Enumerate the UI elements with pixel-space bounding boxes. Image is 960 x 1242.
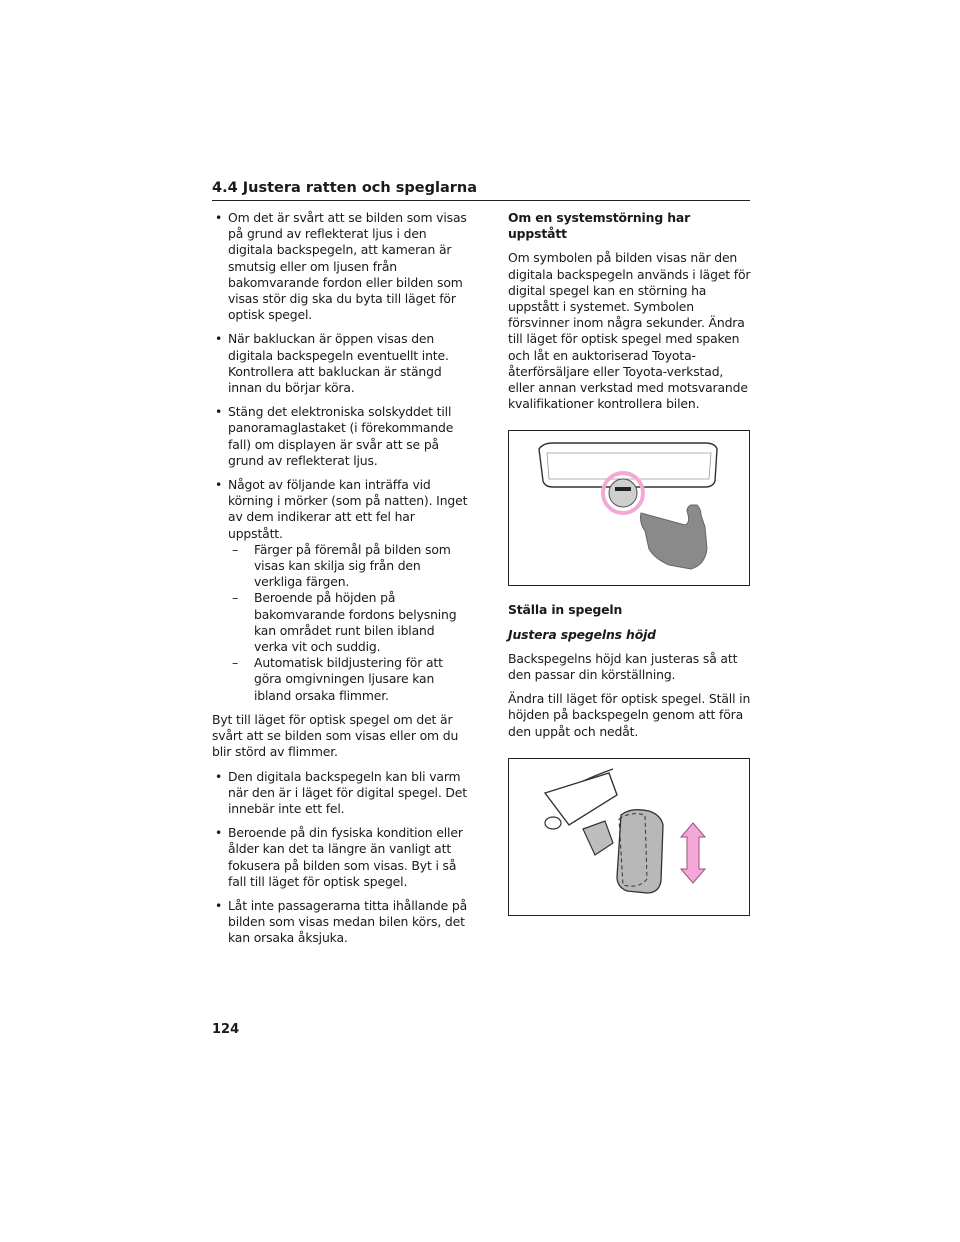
dash-item: – Färger på föremål på bilden som visas kan skilja sig från den verkliga färgen. bbox=[228, 542, 468, 591]
bullet-item-darkness bbox=[212, 477, 468, 704]
mirror-body-icon bbox=[617, 810, 663, 893]
page-number: 124 bbox=[212, 1022, 240, 1037]
dash-item: – Automatisk bildjustering för att göra omgivningen ljusare kan ibland orsaka flimmer. bbox=[228, 655, 468, 704]
caution-bullet-list bbox=[212, 210, 468, 704]
mirror-height-figure bbox=[508, 758, 750, 916]
up-down-arrow-icon bbox=[681, 823, 705, 883]
bullet-item: • När bakluckan är öppen visas den digitala backspegeln eventuellt inte. Kontrollera att bakluckan är stängd innan du börjar köra. bbox=[212, 331, 468, 396]
bullet-item: • Beroende på din fysiska kondition eller ålder kan det ta längre än vanligt att fokusera på bilden som visas. Byt i så fall till läget för optisk spegel. bbox=[212, 825, 468, 890]
malfunction-text: Om symbolen på bilden visas när den digitala backspegeln används i läget för digital spegel kan en störning ha uppstått i systemet. Symbolen försvinner inom några sekunder. Ändra till läget för optisk spegel med spaken och låt en auktoriserad Toyota-återförsäljare eller Toyota-verkstad, eller annan verkstad med motsvarande kvalifikationer kontrollera bilen. bbox=[508, 250, 751, 412]
adjust-heading: Ställa in spegeln bbox=[508, 602, 623, 618]
left-column bbox=[212, 210, 468, 955]
mirror-height-illustration bbox=[509, 759, 749, 915]
mirror-symbol-figure bbox=[508, 430, 750, 586]
right-column bbox=[508, 210, 752, 932]
bullet-item: • Den digitala backspegeln kan bli varm när den är i läget för digital spegel. Det innebär inte ett fel. bbox=[212, 769, 468, 818]
section-heading: 4.4 Justera ratten och speglarna bbox=[212, 180, 750, 201]
height-subheading: Justera spegelns höjd bbox=[508, 626, 656, 642]
bullet-item: • Om det är svårt att se bilden som visas på grund av reflekterat ljus i den digitala backspegeln, att kameran är smutsig eller om ljusen från bakomvarande fordon eller bilden som visas stör dig ska du byta till läget för optisk spegel. bbox=[212, 210, 468, 323]
flicker-paragraph: Byt till läget för optisk spegel om det är svårt att se bilden som visas eller om du blir störd av flimmer. bbox=[212, 711, 459, 760]
dash-item: – Beroende på höjden på bakomvarande fordons belysning kan området runt bilen ibland verka vit och suddig. bbox=[228, 590, 468, 655]
lever-button-icon bbox=[609, 479, 637, 507]
notes-bullet-list bbox=[212, 769, 468, 947]
bullet-text: Något av följande kan inträffa vid körning i mörker (som på natten). Inget av dem indikerar att ett fel har uppstått. bbox=[228, 477, 468, 541]
height-text-2: Ändra till läget för optisk spegel. Ställ in höjden på backspegeln genom att föra den uppåt och nedåt. bbox=[508, 691, 751, 739]
height-text-1: Backspegelns höjd kan justeras så att den passar din körställning. bbox=[508, 650, 738, 683]
mirror-warning-illustration bbox=[509, 431, 749, 585]
bullet-item: • Låt inte passagerarna titta ihållande på bilden som visas medan bilen körs, det kan orsaka åksjuka. bbox=[212, 898, 468, 947]
malfunction-heading: Om en systemstörning har uppstått bbox=[508, 210, 691, 242]
bullet-item: • Stäng det elektroniska solskyddet till panoramaglastaket (i förekommande fall) om displayen är svår att se på grund av reflekterat ljus. bbox=[212, 404, 468, 469]
darkness-dash-list bbox=[228, 542, 468, 704]
mirror-arm-icon bbox=[583, 821, 613, 855]
finger-hand-icon bbox=[641, 505, 708, 569]
